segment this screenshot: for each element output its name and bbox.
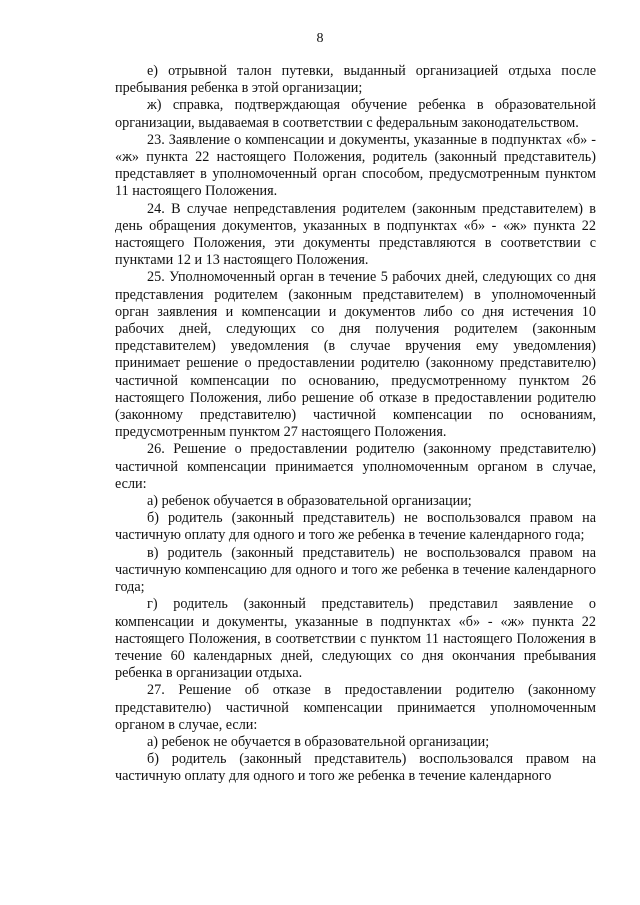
page-number: 8 [316, 31, 324, 46]
document-body [115, 63, 596, 786]
paragraph-26-a: а) ребенок обучается в образовательной организации; [147, 493, 472, 510]
paragraph-23: 23. Заявление о компенсации и документы, указанные в подпунктах «б» - «ж» пункта 22 настоящего Положения, родитель (законный представитель) представляет в уполномоченный орган способом, предусмотренным пунктом 11 настоящего Положения. [115, 131, 596, 200]
paragraph-24: 24. В случае непредставления родителем (законным представителем) в день обращения документов, указанных в подпунктах «б» - «ж» пункта 22 настоящего Положения, эти документы представляются в соответствии с пунктами 12 и 13 настоящего Положения. [115, 200, 596, 269]
paragraph-26-v: в) родитель (законный представитель) не воспользовался правом на частичную компенсацию для одного и того же ребенка в течение календарного года; [115, 544, 596, 596]
paragraph-sub-zh: ж) справка, подтверждающая обучение ребенка в образовательной организации, выдаваемая в соответствии с федеральным законодательством. [115, 97, 596, 131]
paragraph-25: 25. Уполномоченный орган в течение 5 рабочих дней, следующих со дня представления родителем (законным представителем) в уполномоченный орган заявления и компенсации и документов либо со дня истечения 10 рабочих дней, следующих со дня получения родителем (законным представителем) уведомления (в случае вручения ему уведомления) принимает решение о предоставлении родителю (законному представителю) частичной компенсации по основанию, предусмотренному пунктом 26 настоящего Положения, либо решение об отказе в предоставлении родителю (законному представителю) частичной компенсации по основаниям, предусмотренным пунктом 27 настоящего Положения. [115, 269, 596, 441]
paragraph-26: 26. Решение о предоставлении родителю (законному представителю) частичной компенсации принимается уполномоченным органом в случае, если: [115, 441, 596, 492]
paragraph-26-b: б) родитель (законный представитель) не воспользовался правом на частичную оплату для одного и того же ребенка в течение календарного года; [115, 510, 596, 544]
paragraph-27-b: б) родитель (законный представитель) воспользовался правом на частичную оплату для одного и того же ребенка в течение календарного [115, 751, 596, 785]
paragraph-27-a: а) ребенок не обучается в образовательной организации; [147, 733, 490, 750]
paragraph-sub-e: е) отрывной талон путевки, выданный организацией отдыха после пребывания ребенка в этой организации; [115, 63, 596, 97]
paragraph-27: 27. Решение об отказе в предоставлении родителю (законному представителю) частичной компенсации принимается уполномоченным органом в случае, если: [115, 682, 596, 733]
paragraph-26-g: г) родитель (законный представитель) представил заявление о компенсации и документы, указанные в подпунктах «б» - «ж» пункта 22 настоящего Положения, в соответствии с пунктом 11 настоящего Положения в течение 60 календарных дней, следующих со дня окончания пребывания ребенка в организации отдыха. [115, 596, 596, 682]
